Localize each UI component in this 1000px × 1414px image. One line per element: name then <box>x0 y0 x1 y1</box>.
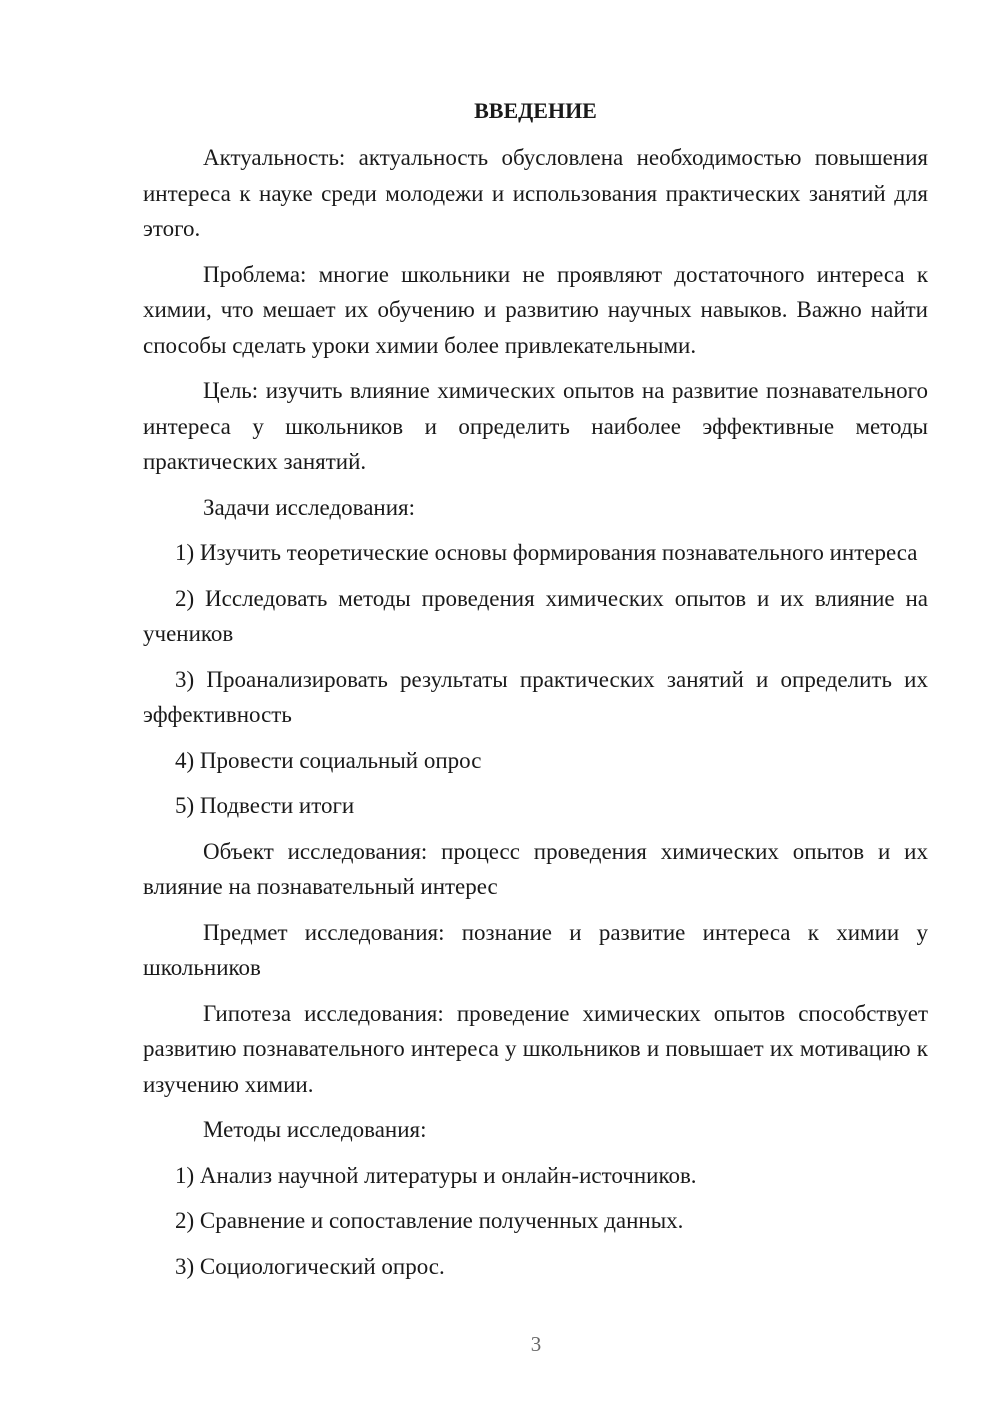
document-body <box>143 93 928 1294</box>
section-title: ВВЕДЕНИЕ <box>474 98 597 123</box>
page-number: 3 <box>530 1332 542 1356</box>
paragraph-relevance: Актуальность: актуальность обусловлена необходимостью повышения интереса к науке среди молодежи и использования практических занятий для этого. <box>143 145 928 241</box>
paragraph-goal: Цель: изучить влияние химических опытов на развитие познавательного интереса у школьников и определить наиболее эффективные методы практических занятий. <box>143 378 928 474</box>
paragraph-hypothesis: Гипотеза исследования: проведение химических опытов способствует развитию познавательного интереса у школьников и повышает их мотивацию к изучению химии. <box>143 1000 928 1097</box>
paragraph-object: Объект исследования: процесс проведения химических опытов и их влияние на познавательный интерес <box>143 838 928 899</box>
task-item-5: 5) Подвести итоги <box>175 793 355 818</box>
task-item-4: 4) Провести социальный опрос <box>175 747 482 773</box>
method-item-2: 2) Сравнение и сопоставление полученных данных. <box>175 1208 684 1233</box>
paragraph-problem: Проблема: многие школьники не проявляют достаточного интереса к химии, что мешает их обучению и развитию научных навыков. Важно найти способы сделать уроки химии более привлекательными. <box>143 261 928 358</box>
task-item-2: 2) Исследовать методы проведения химических опытов и их влияние на учеников <box>143 585 928 646</box>
method-item-3: 3) Социологический опрос. <box>175 1253 445 1279</box>
task-item-1: 1) Изучить теоретические основы формирования познавательного интереса <box>175 540 918 565</box>
task-item-3: 3) Проанализировать результаты практических занятий и определить их эффективность <box>143 666 928 727</box>
paragraph-tasks-heading: Задачи исследования: <box>203 494 416 520</box>
paragraph-methods-heading: Методы исследования: <box>203 1117 427 1142</box>
method-item-1: 1) Анализ научной литературы и онлайн-источников. <box>175 1162 697 1188</box>
paragraph-subject: Предмет исследования: познание и развитие интереса к химии у школьников <box>143 919 928 980</box>
